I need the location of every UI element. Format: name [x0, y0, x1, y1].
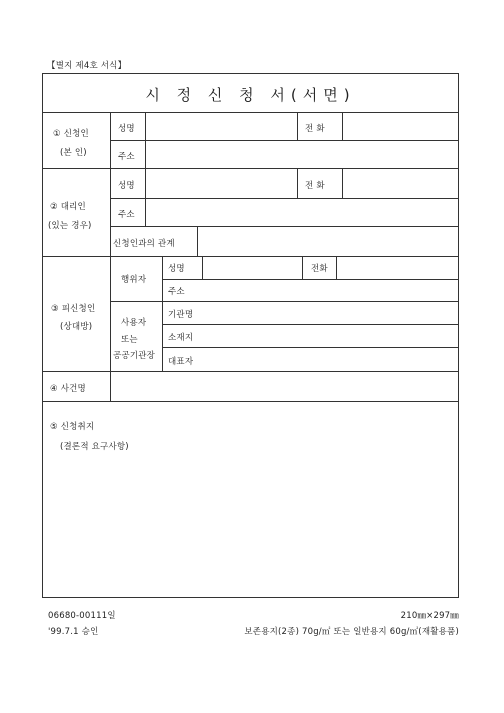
applicant-phone-field[interactable] [343, 113, 457, 139]
org-label-3: 공공기관장 [113, 351, 156, 361]
applicant-name-label: 성명 [118, 124, 135, 134]
org-location-label: 소재지 [168, 333, 194, 343]
org-rep-label: 대표자 [168, 357, 194, 367]
org-label-2: 또는 [121, 335, 138, 345]
applicant-name-field[interactable] [146, 113, 296, 139]
request-purpose-label: ⑤ 신청취지 [50, 422, 95, 432]
applicant-label: ① 신청인 [53, 129, 89, 139]
page-title: 시 정 신 청 서(서면) [145, 86, 356, 104]
form-number: 【별지 제4호 서식】 [47, 61, 127, 71]
agent-label: ② 대리인 [50, 202, 86, 212]
form-code: 06680-00111일 [48, 611, 116, 621]
request-purpose-sublabel: (결론적 요구사항) [60, 442, 129, 452]
actor-address-field[interactable] [200, 280, 457, 300]
approval-date: '99.7.1 승인 [48, 627, 99, 637]
org-location-field[interactable] [205, 325, 457, 346]
org-name-label: 기관명 [168, 310, 194, 320]
respondent-sublabel: (상대방) [60, 322, 93, 332]
request-purpose-field[interactable] [43, 455, 457, 596]
agent-phone-label: 전 화 [305, 181, 325, 191]
paper-spec: 보존용지(2종) 70g/㎡ 또는 일반용지 60g/㎡(재활용품) [244, 627, 459, 637]
applicant-phone-label: 전 화 [305, 124, 325, 134]
agent-address-label: 주소 [118, 210, 135, 220]
org-label-1: 사용자 [121, 318, 147, 328]
actor-name-label: 성명 [168, 264, 185, 274]
paper-size: 210㎜×297㎜ [400, 611, 459, 621]
agent-sublabel: (있는 경우) [48, 221, 92, 231]
case-name-label: ④ 사건명 [50, 384, 86, 394]
agent-name-field[interactable] [146, 169, 296, 197]
agent-address-field[interactable] [146, 199, 457, 225]
actor-name-field[interactable] [203, 257, 301, 278]
agent-name-label: 성명 [118, 181, 135, 191]
agent-relation-label: 신청인과의 관계 [113, 239, 175, 249]
agent-phone-field[interactable] [343, 169, 457, 197]
org-name-field[interactable] [205, 302, 457, 323]
applicant-address-label: 주소 [118, 152, 135, 162]
actor-phone-field[interactable] [337, 257, 457, 278]
actor-label: 행위자 [121, 275, 147, 285]
actor-phone-label: 전화 [311, 264, 328, 274]
respondent-label: ③ 피신청인 [51, 304, 96, 314]
case-name-field[interactable] [111, 372, 457, 400]
applicant-address-field[interactable] [146, 141, 457, 167]
org-rep-field[interactable] [205, 348, 457, 370]
agent-relation-field[interactable] [198, 227, 457, 255]
actor-address-label: 주소 [168, 287, 185, 297]
applicant-sublabel: (본 인) [60, 148, 87, 158]
